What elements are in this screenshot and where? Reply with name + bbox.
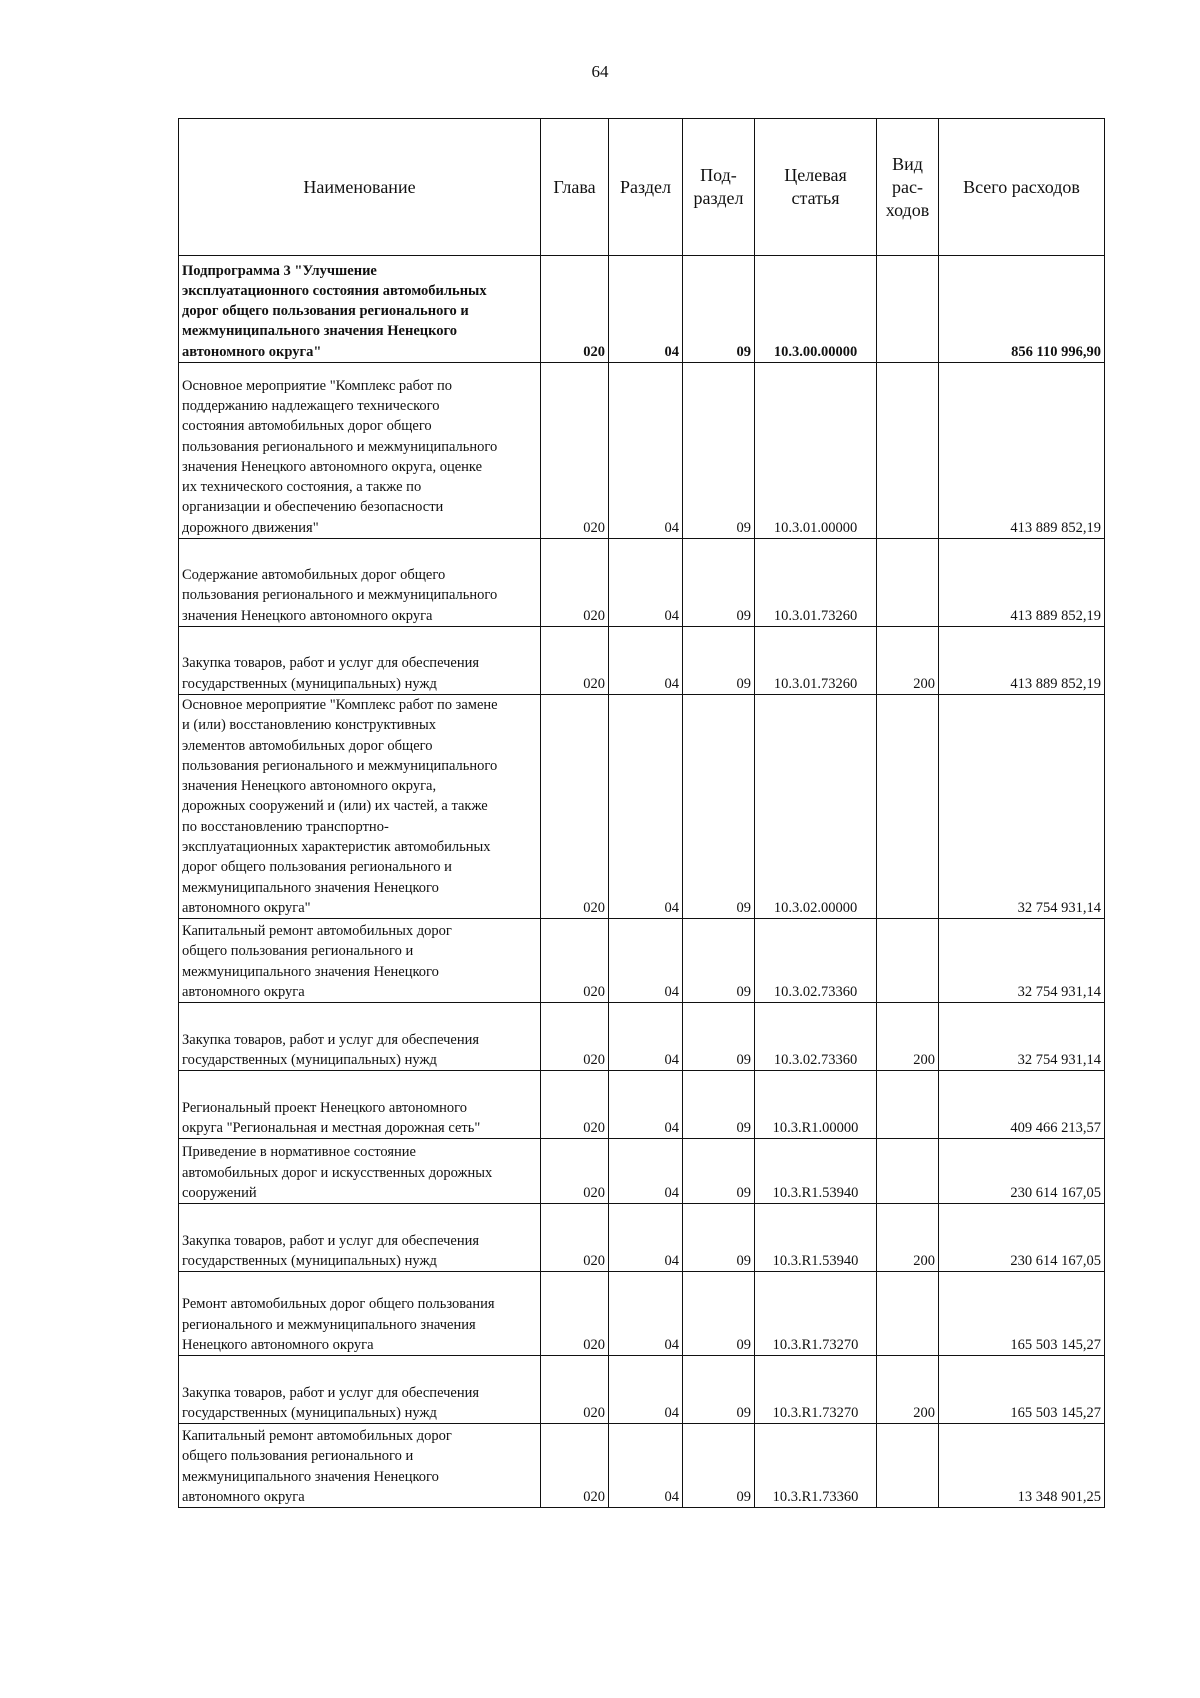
row-name-line: государственных (муниципальных) нужд [182, 1252, 437, 1269]
row-name [179, 1356, 541, 1424]
row-name-line: Капитальный ремонт автомобильных дорог [182, 923, 452, 940]
row-name [179, 1272, 541, 1356]
row-target-article: 10.3.R1.73270 [755, 1356, 877, 1424]
row-name-line: их технического состояния, а также по [182, 479, 422, 496]
row-target-article: 10.3.R1.53940 [755, 1204, 877, 1272]
row-name-line: Региональный проект Ненецкого автономного [182, 1099, 467, 1116]
row-subsection: 09 [683, 1424, 755, 1508]
table-header-row [179, 119, 1105, 256]
header-name: Наименование [179, 119, 541, 256]
header-section: Раздел [609, 119, 683, 256]
row-name [179, 256, 541, 363]
row-chapter: 020 [541, 363, 609, 539]
header-chapter: Глава [541, 119, 609, 256]
row-section: 04 [609, 1139, 683, 1204]
row-target-article: 10.3.00.00000 [755, 256, 877, 363]
row-subsection: 09 [683, 1356, 755, 1424]
row-expense-type [877, 539, 939, 627]
row-expense-type: 200 [877, 627, 939, 695]
row-target-article: 10.3.R1.53940 [755, 1139, 877, 1204]
row-subsection: 09 [683, 1272, 755, 1356]
header-expense-type: Вид рас- ходов [877, 119, 939, 256]
row-target-article: 10.3.01.00000 [755, 363, 877, 539]
row-subsection: 09 [683, 1139, 755, 1204]
row-name-line: дорог общего пользования регионального и [182, 859, 452, 876]
row-target-article: 10.3.02.73360 [755, 919, 877, 1003]
row-name-line: государственных (муниципальных) нужд [182, 675, 437, 692]
row-section: 04 [609, 1003, 683, 1071]
row-name-line: Ремонт автомобильных дорог общего пользования [182, 1296, 495, 1313]
row-name-line: Приведение в нормативное состояние [182, 1144, 416, 1161]
row-expense-type: 200 [877, 1003, 939, 1071]
row-name-line: Капитальный ремонт автомобильных дорог [182, 1428, 452, 1445]
row-name-line: Закупка товаров, работ и услуг для обеспечения [182, 1384, 480, 1401]
row-name-line: состояния автомобильных дорог общего [182, 418, 432, 435]
row-name-line: значения Ненецкого автономного округа [182, 607, 433, 624]
row-name-line: поддержанию надлежащего технического [182, 397, 440, 414]
row-name-line: автономного округа [182, 1488, 305, 1505]
row-chapter: 020 [541, 1071, 609, 1139]
row-name [179, 1139, 541, 1204]
row-chapter: 020 [541, 627, 609, 695]
header-subsection: Под- раздел [683, 119, 755, 256]
row-name-line: Подпрограмма 3 "Улучшение [182, 262, 377, 279]
row-total: 32 754 931,14 [939, 695, 1105, 919]
table-row [179, 1272, 1105, 1356]
table-row [179, 919, 1105, 1003]
row-target-article: 10.3.01.73260 [755, 539, 877, 627]
row-total: 13 348 901,25 [939, 1424, 1105, 1508]
row-expense-type: 200 [877, 1356, 939, 1424]
row-name-line: общего пользования регионального и [182, 1448, 414, 1465]
row-chapter: 020 [541, 1424, 609, 1508]
row-name-line: сооружений [182, 1184, 257, 1201]
table-row [179, 1003, 1105, 1071]
row-name-line: эксплуатационного состояния автомобильных [182, 282, 487, 299]
row-total: 32 754 931,14 [939, 919, 1105, 1003]
row-section: 04 [609, 695, 683, 919]
row-section: 04 [609, 363, 683, 539]
row-name [179, 1204, 541, 1272]
table-row [179, 256, 1105, 363]
row-expense-type [877, 695, 939, 919]
row-name-line: дорожных сооружений и (или) их частей, а также [182, 798, 488, 815]
row-section: 04 [609, 1272, 683, 1356]
row-name-line: регионального и межмуниципального значения [182, 1316, 476, 1333]
row-chapter: 020 [541, 256, 609, 363]
table-row [179, 539, 1105, 627]
page-number: 64 [591, 62, 609, 81]
row-name [179, 919, 541, 1003]
row-name-line: дорог общего пользования регионального и [182, 303, 469, 320]
row-subsection: 09 [683, 1204, 755, 1272]
row-name-line: Ненецкого автономного округа [182, 1336, 374, 1353]
row-target-article: 10.3.R1.73270 [755, 1272, 877, 1356]
table-row [179, 1204, 1105, 1272]
row-name-line: межмуниципального значения Ненецкого [182, 879, 439, 896]
row-expense-type: 200 [877, 1204, 939, 1272]
row-name-line: значения Ненецкого автономного округа, [182, 778, 437, 795]
header-target-article: Целевая статья [755, 119, 877, 256]
row-subsection: 09 [683, 1003, 755, 1071]
row-name-line: общего пользования регионального и [182, 943, 414, 960]
row-name-line: автомобильных дорог и искусственных дорожных [182, 1164, 493, 1181]
row-name-line: и (или) восстановлению конструктивных [182, 717, 437, 734]
row-name-line: по восстановлению транспортно- [182, 818, 389, 835]
row-name-line: пользования регионального и межмуниципального [182, 438, 498, 455]
row-name-line: Основное мероприятие "Комплекс работ по [182, 377, 453, 394]
row-name-line: значения Ненецкого автономного округа, оценке [182, 458, 483, 475]
row-name [179, 1071, 541, 1139]
row-name-line: организации и обеспечению безопасности [182, 499, 444, 516]
row-subsection: 09 [683, 539, 755, 627]
row-name [179, 1424, 541, 1508]
row-section: 04 [609, 1424, 683, 1508]
table-row [179, 1071, 1105, 1139]
row-chapter: 020 [541, 1272, 609, 1356]
row-expense-type [877, 256, 939, 363]
row-expense-type [877, 1272, 939, 1356]
row-total: 230 614 167,05 [939, 1204, 1105, 1272]
row-section: 04 [609, 627, 683, 695]
row-name [179, 627, 541, 695]
row-target-article: 10.3.01.73260 [755, 627, 877, 695]
row-section: 04 [609, 1204, 683, 1272]
row-chapter: 020 [541, 1139, 609, 1204]
row-name-line: автономного округа" [182, 343, 322, 360]
table-row [179, 1356, 1105, 1424]
row-target-article: 10.3.02.00000 [755, 695, 877, 919]
row-section: 04 [609, 256, 683, 363]
row-expense-type [877, 919, 939, 1003]
row-expense-type [877, 363, 939, 539]
table-row [179, 363, 1105, 539]
row-section: 04 [609, 1071, 683, 1139]
row-name [179, 695, 541, 919]
row-target-article: 10.3.02.73360 [755, 1003, 877, 1071]
table-row [179, 695, 1105, 919]
row-name-line: государственных (муниципальных) нужд [182, 1051, 437, 1068]
row-name-line: округа "Региональная и местная дорожная сеть" [182, 1119, 481, 1136]
row-chapter: 020 [541, 695, 609, 919]
table-row [179, 1424, 1105, 1508]
row-section: 04 [609, 1356, 683, 1424]
row-name [179, 363, 541, 539]
row-subsection: 09 [683, 919, 755, 1003]
row-section: 04 [609, 539, 683, 627]
row-subsection: 09 [683, 256, 755, 363]
row-expense-type [877, 1424, 939, 1508]
row-total: 856 110 996,90 [939, 256, 1105, 363]
row-name-line: Содержание автомобильных дорог общего [182, 567, 446, 584]
row-name [179, 539, 541, 627]
row-chapter: 020 [541, 1204, 609, 1272]
row-name-line: пользования регионального и межмуниципального [182, 757, 498, 774]
row-total: 165 503 145,27 [939, 1272, 1105, 1356]
row-name-line: Закупка товаров, работ и услуг для обеспечения [182, 1232, 480, 1249]
row-total: 413 889 852,19 [939, 539, 1105, 627]
row-chapter: 020 [541, 919, 609, 1003]
row-subsection: 09 [683, 363, 755, 539]
row-total: 165 503 145,27 [939, 1356, 1105, 1424]
row-expense-type [877, 1071, 939, 1139]
row-name-line: дорожного движения" [182, 519, 319, 536]
row-name-line: автономного округа [182, 983, 305, 1000]
row-chapter: 020 [541, 1356, 609, 1424]
row-name-line: государственных (муниципальных) нужд [182, 1404, 437, 1421]
row-total: 32 754 931,14 [939, 1003, 1105, 1071]
row-name-line: пользования регионального и межмуниципального [182, 587, 498, 604]
row-total: 409 466 213,57 [939, 1071, 1105, 1139]
row-total: 230 614 167,05 [939, 1139, 1105, 1204]
row-chapter: 020 [541, 1003, 609, 1071]
row-name-line: Закупка товаров, работ и услуг для обеспечения [182, 655, 480, 672]
row-name-line: межмуниципального значения Ненецкого [182, 1468, 439, 1485]
row-name-line: элементов автомобильных дорог общего [182, 737, 433, 754]
row-name-line: Закупка товаров, работ и услуг для обеспечения [182, 1031, 480, 1048]
row-total: 413 889 852,19 [939, 627, 1105, 695]
row-subsection: 09 [683, 627, 755, 695]
row-name-line: межмуниципального значения Ненецкого [182, 323, 457, 340]
header-total: Всего расходов [939, 119, 1105, 256]
row-expense-type [877, 1139, 939, 1204]
row-total: 413 889 852,19 [939, 363, 1105, 539]
row-name-line: автономного округа" [182, 899, 311, 916]
row-subsection: 09 [683, 1071, 755, 1139]
table-row [179, 627, 1105, 695]
row-subsection: 09 [683, 695, 755, 919]
row-target-article: 10.3.R1.00000 [755, 1071, 877, 1139]
row-name-line: Основное мероприятие "Комплекс работ по замене [182, 697, 498, 713]
row-section: 04 [609, 919, 683, 1003]
row-chapter: 020 [541, 539, 609, 627]
row-name-line: эксплуатационных характеристик автомобильных [182, 839, 491, 856]
table-row [179, 1139, 1105, 1204]
row-target-article: 10.3.R1.73360 [755, 1424, 877, 1508]
budget-table [178, 118, 1105, 1508]
row-name-line: межмуниципального значения Ненецкого [182, 963, 439, 980]
row-name [179, 1003, 541, 1071]
